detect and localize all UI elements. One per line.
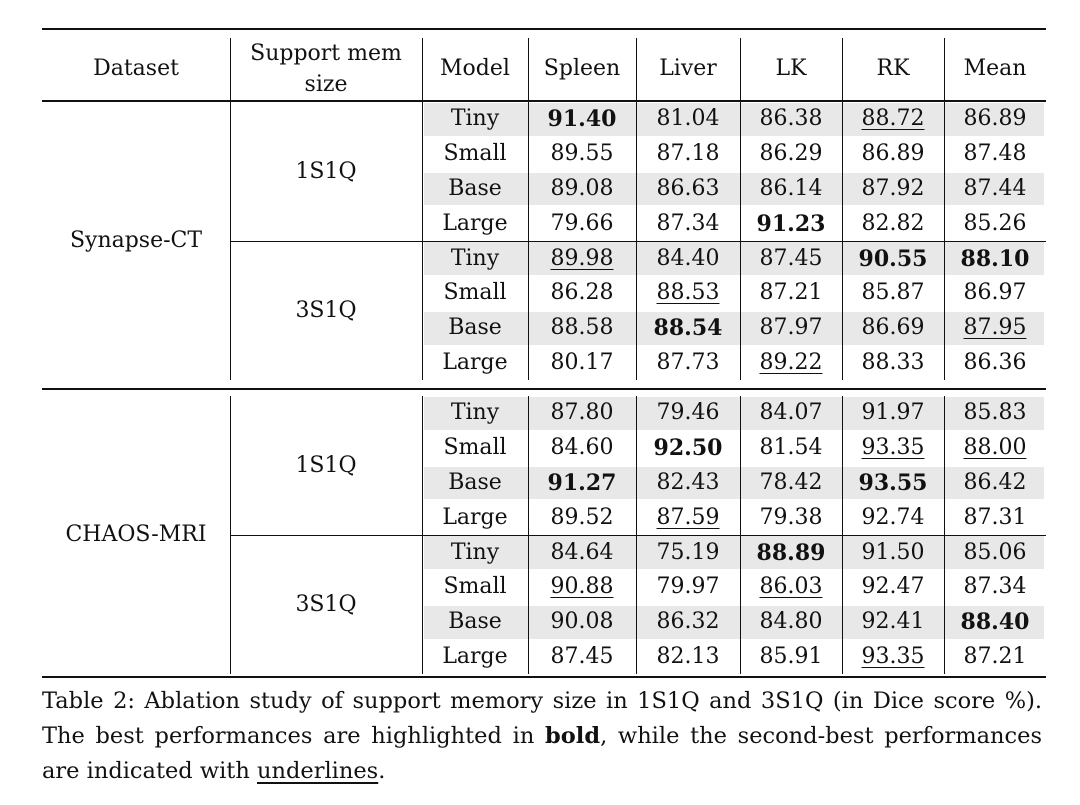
header-model: Model	[440, 56, 510, 82]
score-cell-liver: 88.53	[656, 280, 720, 306]
score-cell-mean: 85.26	[963, 210, 1027, 236]
score-cell-liver: 87.59	[656, 504, 720, 530]
score-cell-liver: 79.97	[656, 574, 720, 600]
score-cell-mean: 88.10	[960, 245, 1030, 272]
group-separator-rule	[230, 241, 1046, 242]
score-cell-lk: 81.54	[759, 435, 823, 461]
score-cell-liver: 81.04	[656, 106, 720, 132]
column-divider	[944, 38, 945, 380]
score-cell-mean: 85.83	[963, 400, 1027, 426]
score-cell-mean: 85.06	[963, 539, 1027, 565]
score-cell-lk: 87.21	[759, 280, 823, 306]
model-cell: Base	[448, 315, 502, 341]
score-cell-liver: 87.34	[656, 210, 720, 236]
header-lk: LK	[775, 56, 807, 82]
column-divider	[528, 38, 529, 380]
score-cell-liver: 88.54	[653, 315, 723, 342]
model-cell: Base	[448, 609, 502, 635]
dataset-label: Synapse-CT	[69, 228, 203, 254]
score-cell-liver: 82.43	[656, 469, 720, 495]
column-divider	[230, 38, 231, 380]
score-cell-lk: 84.80	[759, 609, 823, 635]
score-cell-mean: 87.48	[963, 141, 1027, 167]
score-cell-rk: 91.97	[861, 400, 925, 426]
score-cell-rk: 87.92	[861, 175, 925, 201]
column-divider	[842, 38, 843, 380]
model-cell: Large	[442, 643, 508, 669]
score-cell-liver: 79.46	[656, 400, 720, 426]
model-cell: Base	[448, 175, 502, 201]
score-cell-rk: 86.69	[861, 315, 925, 341]
caption-bold-word: bold	[545, 723, 601, 749]
score-cell-spleen: 90.88	[550, 574, 614, 600]
score-cell-spleen: 86.28	[550, 280, 614, 306]
header-support-mem-line1: Support mem	[250, 41, 402, 67]
score-cell-liver: 87.18	[656, 141, 720, 167]
score-cell-mean: 88.00	[963, 435, 1027, 461]
score-cell-liver: 87.73	[656, 349, 720, 375]
score-cell-mean: 86.89	[963, 106, 1027, 132]
score-cell-spleen: 89.55	[550, 141, 614, 167]
score-cell-rk: 90.55	[858, 245, 928, 272]
score-cell-mean: 86.97	[963, 280, 1027, 306]
score-cell-liver: 92.50	[653, 435, 723, 462]
score-cell-spleen: 91.27	[547, 469, 617, 496]
score-cell-lk: 87.97	[759, 315, 823, 341]
score-cell-rk: 93.55	[858, 469, 928, 496]
model-cell: Tiny	[450, 245, 500, 271]
score-cell-lk: 89.22	[759, 349, 823, 375]
score-cell-spleen: 89.52	[550, 504, 614, 530]
header-rule	[42, 100, 1046, 102]
model-cell: Small	[443, 435, 507, 461]
score-cell-rk: 93.35	[861, 643, 925, 669]
header-spleen: Spleen	[543, 56, 621, 82]
caption-middle: , while the second-best performances are indicated with	[42, 723, 1043, 784]
column-divider	[740, 38, 741, 380]
model-cell: Small	[443, 141, 507, 167]
score-cell-rk: 92.74	[861, 504, 925, 530]
model-cell: Tiny	[450, 106, 500, 132]
model-cell: Large	[442, 210, 508, 236]
caption-suffix: .	[378, 758, 386, 784]
header-mean: Mean	[963, 56, 1027, 82]
support-size-label: 1S1Q	[295, 452, 357, 478]
score-cell-spleen: 87.45	[550, 643, 614, 669]
score-cell-lk: 86.38	[759, 106, 823, 132]
score-cell-rk: 86.89	[861, 141, 925, 167]
score-cell-mean: 86.42	[963, 469, 1027, 495]
score-cell-rk: 88.33	[861, 349, 925, 375]
score-cell-lk: 84.07	[759, 400, 823, 426]
score-cell-liver: 84.40	[656, 245, 720, 271]
score-cell-spleen: 87.80	[550, 400, 614, 426]
score-cell-liver: 86.63	[656, 175, 720, 201]
score-cell-mean: 87.44	[963, 175, 1027, 201]
support-size-label: 3S1Q	[295, 297, 357, 323]
header-rk: RK	[876, 56, 910, 82]
support-size-label: 1S1Q	[295, 158, 357, 184]
score-cell-mean: 88.40	[960, 609, 1030, 636]
model-cell: Small	[443, 574, 507, 600]
score-cell-spleen: 90.08	[550, 609, 614, 635]
caption-prefix: Table 2: Ablation study of support memory size in 1S1Q and 3S1Q (in Dice score %). The best performances are highlighted in	[42, 688, 1042, 749]
score-cell-spleen: 88.58	[550, 315, 614, 341]
header-liver: Liver	[659, 56, 717, 82]
header-dataset: Dataset	[93, 56, 179, 82]
score-cell-spleen: 89.98	[550, 245, 614, 271]
score-cell-lk: 86.29	[759, 141, 823, 167]
model-cell: Large	[442, 504, 508, 530]
score-cell-lk: 87.45	[759, 245, 823, 271]
model-cell: Small	[443, 280, 507, 306]
caption-underline-word: underlines	[257, 758, 379, 784]
score-cell-lk: 85.91	[759, 643, 823, 669]
top-rule	[42, 28, 1046, 30]
model-cell: Tiny	[450, 539, 500, 565]
score-cell-spleen: 89.08	[550, 175, 614, 201]
score-cell-liver: 82.13	[656, 643, 720, 669]
dataset-separator-rule	[42, 388, 1046, 390]
score-cell-liver: 86.32	[656, 609, 720, 635]
score-cell-lk: 79.38	[759, 504, 823, 530]
column-divider	[636, 38, 637, 380]
score-cell-lk: 88.89	[756, 539, 826, 566]
score-cell-liver: 75.19	[656, 539, 720, 565]
group-separator-rule	[230, 535, 1046, 536]
header-support-mem-line2: size	[304, 71, 348, 97]
score-cell-mean: 87.95	[963, 315, 1027, 341]
score-cell-rk: 91.50	[861, 539, 925, 565]
score-cell-mean: 87.21	[963, 643, 1027, 669]
score-cell-lk: 86.14	[759, 175, 823, 201]
score-cell-rk: 88.72	[861, 106, 925, 132]
column-divider	[422, 38, 423, 380]
score-cell-lk: 78.42	[759, 469, 823, 495]
score-cell-rk: 92.47	[861, 574, 925, 600]
score-cell-spleen: 84.64	[550, 539, 614, 565]
score-cell-lk: 86.03	[759, 574, 823, 600]
score-cell-spleen: 79.66	[550, 210, 614, 236]
table-caption	[42, 684, 1042, 789]
model-cell: Tiny	[450, 400, 500, 426]
score-cell-rk: 92.41	[861, 609, 925, 635]
score-cell-rk: 82.82	[861, 210, 925, 236]
model-cell: Base	[448, 469, 502, 495]
score-cell-lk: 91.23	[756, 210, 826, 237]
score-cell-mean: 87.31	[963, 504, 1027, 530]
score-cell-mean: 86.36	[963, 349, 1027, 375]
support-size-label: 3S1Q	[295, 591, 357, 617]
score-cell-spleen: 91.40	[547, 106, 617, 133]
bottom-rule	[42, 676, 1046, 678]
model-cell: Large	[442, 349, 508, 375]
score-cell-rk: 85.87	[861, 280, 925, 306]
header-support-mem	[230, 38, 422, 100]
score-cell-mean: 87.34	[963, 574, 1027, 600]
dataset-label: CHAOS-MRI	[65, 522, 207, 548]
score-cell-rk: 93.35	[861, 435, 925, 461]
score-cell-spleen: 80.17	[550, 349, 614, 375]
score-cell-spleen: 84.60	[550, 435, 614, 461]
